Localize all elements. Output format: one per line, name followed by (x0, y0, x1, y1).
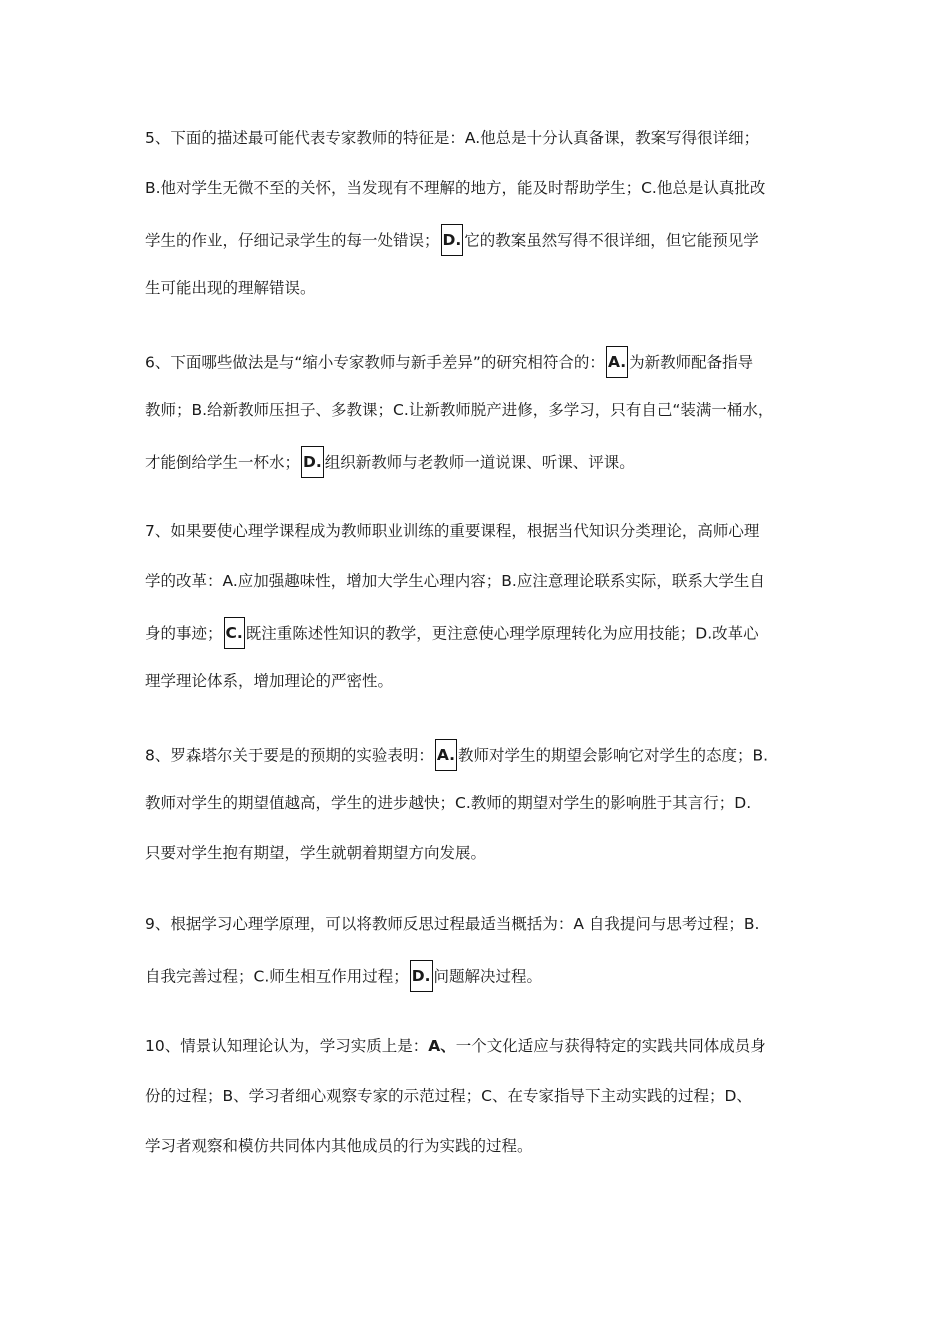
question-line: 理学理论体系，增加理论的严密性。 (145, 672, 394, 690)
question-line: B.他对学生无微不至的关怀，当发现有不理解的地方，能及时帮助学生；C.他总是认真批改 (145, 179, 766, 197)
question-line: 5、下面的描述最可能代表专家教师的特征是：A.他总是十分认真备课，教案写得很详细； (145, 129, 760, 147)
line-text: 8、罗森塔尔关于要是的预期的实验表明： (145, 746, 434, 765)
question-line: 学的改革：A.应加强趣味性，增加大学生心理内容；B.应注意理论联系实际，联系大学生自 (145, 572, 765, 590)
answer-box: D. (410, 960, 433, 992)
line-text: 一个文化适应与获得特定的实践共同体成员身 (455, 1037, 766, 1055)
question-line (145, 447, 635, 473)
question-line (145, 618, 759, 644)
question-line (145, 347, 753, 373)
line-text: 组织新教师与老教师一道说课、听课、评课。 (324, 453, 635, 472)
question-line (145, 961, 542, 987)
answer-box: C. (224, 617, 245, 649)
answer-box: D. (441, 224, 464, 256)
answer-box: A. (435, 739, 457, 771)
line-text: 既注重陈述性知识的教学，更注意使心理学原理转化为应用技能；D.改革心 (245, 624, 759, 643)
line-text: 教师对学生的期望会影响它对学生的态度；B. (458, 746, 769, 765)
question-line: 生可能出现的理解错误。 (145, 279, 316, 297)
question-line: 教师；B.给新教师压担子、多教课；C.让新教师脱产进修，多学习，只有自己“装满一桶水， (145, 401, 774, 419)
question-line (145, 225, 759, 251)
line-text: 自我完善过程；C.师生相互作用过程； (145, 967, 409, 986)
question-line: 7、如果要使心理学课程成为教师职业训练的重要课程，根据当代知识分类理论，高师心理 (145, 522, 760, 540)
line-text: 问题解决过程。 (433, 967, 543, 986)
line-text: 身的事迹； (145, 624, 223, 643)
line-text: 才能倒给学生一杯水； (145, 453, 301, 472)
question-line: 9、根据学习心理学原理，可以将教师反思过程最适当概括为：A 自我提问与思考过程；B. (145, 915, 760, 933)
line-text: 学生的作业，仔细记录学生的每一处错误； (145, 231, 440, 250)
question-line (145, 1033, 766, 1059)
answer-bold: A、 (428, 1037, 456, 1055)
question-line: 教师对学生的期望值越高，学生的进步越快；C.教师的期望对学生的影响胜于其言行；D. (145, 794, 752, 812)
question-line (145, 740, 768, 766)
line-text: 它的教案虽然写得不很详细，但它能预见学 (464, 231, 759, 250)
line-text: 6、下面哪些做法是与“缩小专家教师与新手差异”的研究相符合的： (145, 353, 605, 372)
question-line: 只要对学生抱有期望，学生就朝着期望方向发展。 (145, 844, 487, 862)
answer-box: D. (301, 446, 324, 478)
question-line: 份的过程；B、学习者细心观察专家的示范过程；C、在专家指导下主动实践的过程；D、 (145, 1087, 752, 1105)
question-line: 学习者观察和模仿共同体内其他成员的行为实践的过程。 (145, 1137, 533, 1155)
line-text: 10、情景认知理论认为，学习实质上是： (145, 1037, 429, 1055)
answer-box: A. (606, 346, 628, 378)
line-text: 为新教师配备指导 (629, 353, 754, 372)
